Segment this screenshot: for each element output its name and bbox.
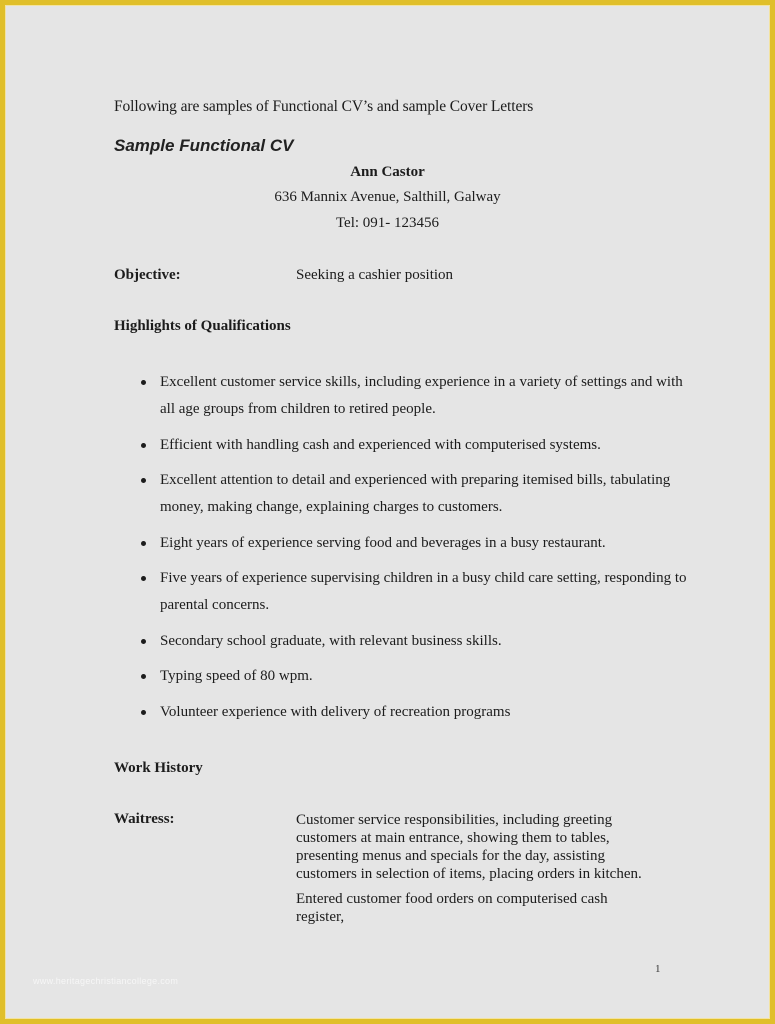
list-item [131, 663, 691, 690]
bullet-icon [141, 639, 146, 644]
bullet-icon [141, 478, 146, 483]
work-history-heading: Work History [114, 760, 203, 776]
job-title: Waitress: [114, 811, 175, 827]
watermark: www.heritagechristiancollege.com [33, 976, 179, 986]
contact-address: 636 Mannix Avenue, Salthill, Galway [274, 189, 501, 205]
list-item-text: Typing speed of 80 wpm. [160, 668, 313, 684]
job-description-1: Customer service responsibilities, including greeting customers at main entrance, showing them to tables, presenting menus and specials for the day, assisting customers in selection of items, placing orders in kitchen. [296, 812, 642, 882]
list-item [131, 699, 691, 726]
intro-line: Following are samples of Functional CV’s and sample Cover Letters [114, 98, 534, 115]
list-item [131, 432, 691, 459]
contact-tel: Tel: 091- 123456 [335, 215, 440, 231]
bullet-icon [141, 674, 146, 679]
list-item [131, 369, 691, 423]
list-item-text: Excellent attention to detail and experienced with preparing itemised bills, tabulating money, making change, explaining charges to customers. [160, 472, 671, 515]
list-item-text: Five years of experience supervising children in a busy child care setting, responding to parental concerns. [160, 570, 687, 613]
list-item [131, 628, 691, 655]
list-item-text: Excellent customer service skills, including experience in a variety of settings and with all age groups from children to retired people. [160, 374, 683, 417]
bullet-icon [141, 541, 146, 546]
bullet-icon [141, 710, 146, 715]
bullet-icon [141, 576, 146, 581]
list-item [131, 565, 691, 619]
objective-label: Objective: [114, 267, 181, 283]
list-item [131, 530, 691, 557]
bullet-icon [141, 443, 146, 448]
job-description-2: Entered customer food orders on computerised cash register, [296, 891, 608, 925]
list-item-text: Efficient with handling cash and experienced with computerised systems. [160, 436, 601, 453]
list-item [131, 467, 691, 521]
highlights-list [131, 369, 691, 734]
bullet-icon [141, 380, 146, 385]
page-number: 1 [655, 963, 661, 975]
cv-title: Sample Functional CV [114, 136, 294, 155]
list-item-text: Secondary school graduate, with relevant business skills. [160, 632, 502, 649]
list-item-text: Eight years of experience serving food and beverages in a busy restaurant. [160, 534, 606, 551]
objective-value: Seeking a cashier position [296, 267, 454, 283]
contact-name: Ann Castor [350, 164, 425, 180]
list-item-text: Volunteer experience with delivery of recreation programs [160, 703, 511, 720]
highlights-heading: Highlights of Qualifications [114, 318, 291, 334]
